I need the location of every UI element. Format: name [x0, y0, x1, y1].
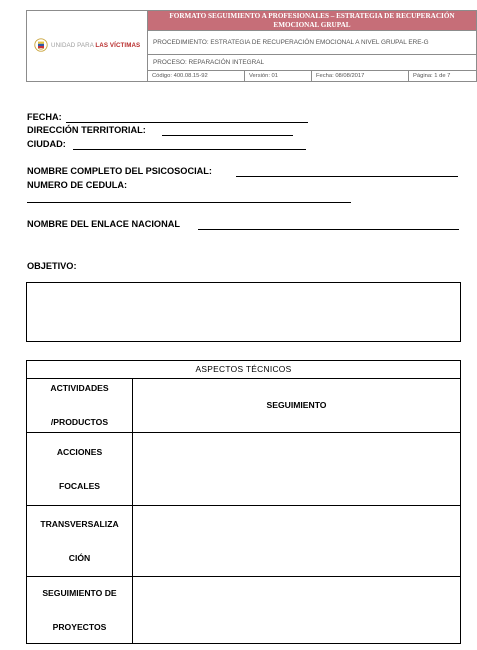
row-label-line: TRANSVERSALIZA — [40, 518, 119, 529]
row-label-line: FOCALES — [58, 480, 101, 491]
row-label-transversalizacion — [27, 506, 132, 576]
seguimiento-header: SEGUIMIENTO — [266, 400, 327, 410]
logo-cell — [27, 11, 148, 81]
cedula-label: NUMERO DE CEDULA: — [27, 180, 128, 190]
logo-text-unidad: UNIDAD PARA — [51, 41, 96, 49]
logo-text-victimas: LAS VÍCTIMAS — [95, 41, 141, 49]
document-title: FORMATO SEGUIMIENTO A PROFESIONALES – ESTRATEGIA DE RECUPERACIÓN EMOCIONAL GRUPAL — [148, 11, 476, 31]
row-label-line: CIÓN — [68, 552, 91, 563]
psicosocial-input-line[interactable] — [236, 176, 458, 177]
codigo-text: Código: 400.08.15-92 — [148, 71, 245, 81]
aspectos-tecnicos-table — [26, 360, 461, 644]
aspectos-tecnicos-title: ASPECTOS TÉCNICOS — [27, 361, 460, 379]
row-label-line: SEGUIMIENTO DE — [42, 587, 117, 598]
enlace-nacional-label: NOMBRE DEL ENLACE NACIONAL — [27, 219, 180, 229]
version-text: Versión: 01 — [245, 71, 312, 81]
row-label-line: ACCIONES — [56, 446, 103, 457]
fecha-input-line[interactable] — [66, 122, 308, 123]
row-label-seguimiento-proyectos — [27, 577, 132, 643]
row-label-line: ACTIVIDADES — [50, 382, 109, 393]
colombia-seal-icon — [34, 38, 48, 52]
row-label-line: PROYECTOS — [52, 621, 107, 632]
direccion-territorial-label: DIRECCIÓN TERRITORIAL: — [27, 125, 146, 135]
seguimiento-proyectos-seguimiento-cell[interactable] — [133, 577, 460, 643]
ciudad-input-line[interactable] — [73, 149, 306, 150]
row-label-actividades — [27, 378, 132, 432]
unidad-victimas-logo — [34, 38, 140, 52]
psicosocial-label: NOMBRE COMPLETO DEL PSICOSOCIAL: — [27, 166, 212, 176]
row-label-line: /PRODUCTOS — [50, 416, 109, 427]
cedula-input-line[interactable] — [27, 202, 351, 203]
pagina-text: Página: 1 de 7 — [413, 73, 451, 79]
document-meta-row — [148, 71, 476, 81]
document-header — [26, 10, 477, 82]
procedimiento-text: PROCEDIMIENTO: ESTRATEGIA DE RECUPERACIÓN EMOCIONAL A NIVEL GRUPAL ERE-G — [148, 31, 476, 55]
ciudad-label: CIUDAD: — [27, 139, 66, 149]
fecha-label: FECHA: — [27, 112, 62, 122]
direccion-territorial-input-line[interactable] — [162, 135, 293, 136]
transversalizacion-seguimiento-cell[interactable] — [133, 506, 460, 576]
objetivo-label: OBJETIVO: — [27, 261, 77, 271]
fecha-doc-text: Fecha: 08/08/2017 — [312, 71, 409, 81]
enlace-nacional-input-line[interactable] — [198, 229, 459, 230]
row-label-acciones-focales — [27, 433, 132, 505]
logo-text — [51, 42, 140, 49]
proceso-text: PROCESO: REPARACIÓN INTEGRAL — [148, 55, 476, 71]
acciones-focales-seguimiento-cell[interactable] — [133, 433, 460, 505]
objetivo-textbox[interactable] — [26, 282, 461, 342]
